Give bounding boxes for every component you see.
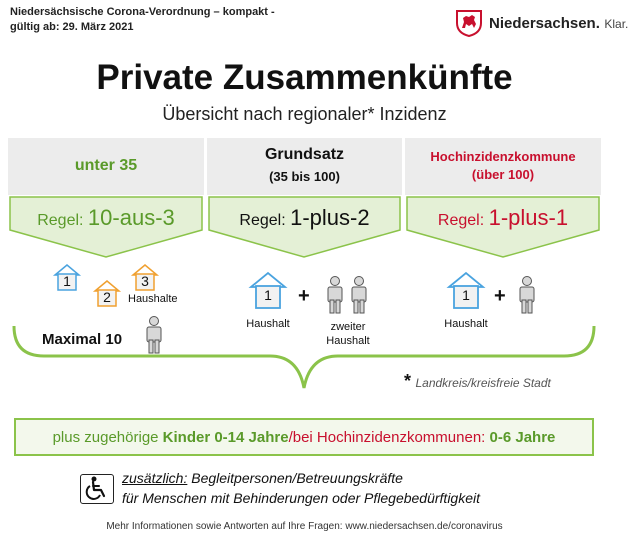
house-mid-number: 1 [264,287,272,303]
haushalt-label-high: Haushalt [444,318,488,330]
footnote-text: Landkreis/kreisfreie Stadt [415,376,551,390]
wheelchair-icon [80,474,114,504]
haushalt-label-mid: Haushalt [246,318,290,330]
footnote-asterisk: * [404,371,412,391]
info-footer: Mehr Informationen sowie Antworten auf Ihre Fragen: www.niedersachsen.de/coronavirus [106,521,503,532]
extra-line1-rest: Begleitpersonen/Betreuungskräfte [187,470,403,486]
kinder-box [14,418,594,456]
column-title-low: unter 35 [74,157,138,174]
zweiter-label-1: zweiter [330,321,366,333]
page-subtitle: Übersicht nach regionaler* Inzidenz [162,104,447,124]
rule-mid-value: 1-plus-2 [290,205,370,230]
house-3-icon [130,262,160,292]
house-1-icon [52,262,82,292]
kinder-part-3: /bei Hochinzidenzkommunen: [288,429,490,446]
maximal-label: Maximal 10 [42,331,123,348]
kinder-text [16,429,592,446]
logo-text: Niedersachsen. [489,15,600,32]
rule-low [10,205,202,231]
column-subtitle-mid: (35 bis 100) [269,169,340,184]
kinder-part-2: Kinder 0-14 Jahre [162,429,289,446]
rule-high [407,205,599,231]
footnote [404,371,551,392]
header-line-1: Niedersächsische Corona-Verordnung – kompakt - [10,6,275,18]
extra-line-1 [122,470,403,486]
column-title-high: Hochinzidenzkommune [430,149,576,164]
haushalte-label: Haushalte [128,293,178,305]
house-2-icon [92,278,122,308]
person-icon [518,276,536,314]
rule-high-value: 1-plus-1 [488,205,569,230]
extra-label: zusätzlich: [122,470,188,486]
kinder-part-1: plus zugehörige [52,429,163,446]
person-icon [145,316,163,354]
rule-high-prefix: Regel: [437,212,489,229]
rule-low-prefix: Regel: [37,212,88,229]
rule-low-value: 10-aus-3 [87,205,175,230]
house-high-icon [446,270,486,310]
house-3-number: 3 [141,273,149,289]
header-line-2: gültig ab: 29. März 2021 [10,21,134,33]
kinder-part-4: 0-6 Jahre [489,429,556,446]
column-subtitle-high: (über 100) [471,167,535,182]
plus-sign-mid: + [298,285,310,307]
zweiter-label-2: Haushalt [326,335,370,347]
house-mid-icon [248,270,288,310]
house-1-number: 1 [63,273,71,289]
house-2-number: 2 [103,289,111,305]
extra-line-2: für Menschen mit Behinderungen oder Pflegebedürftigkeit [122,490,480,506]
column-title-mid: Grundsatz [264,146,345,163]
page-title: Private Zusammenkünfte [96,58,513,97]
plus-sign-high: + [494,285,506,307]
rule-mid [209,205,400,231]
logo-klar: Klar. [604,17,628,31]
person-icon [350,276,368,314]
house-high-number: 1 [462,287,470,303]
rule-mid-prefix: Regel: [239,212,291,229]
person-icon [326,276,344,314]
